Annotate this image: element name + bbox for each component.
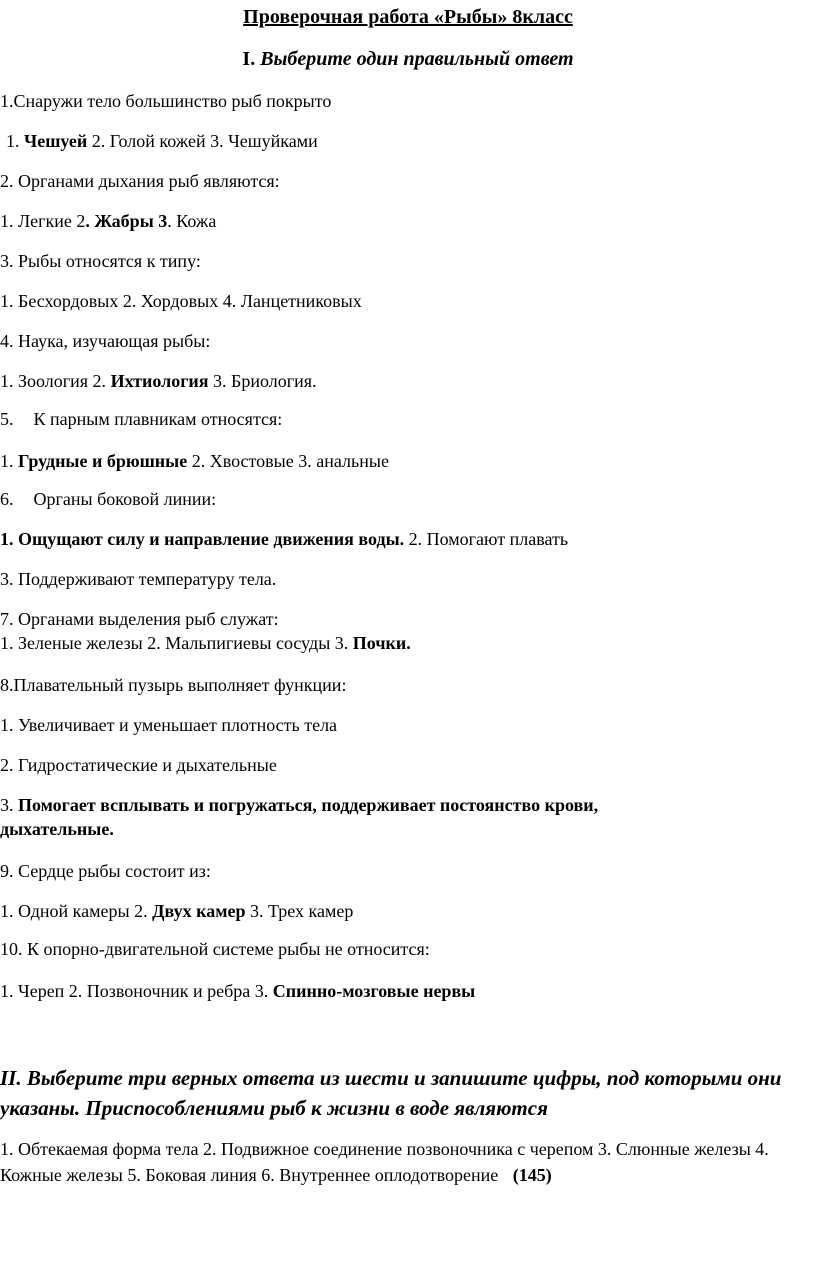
section-1-heading xyxy=(0,48,816,70)
correct-answer: Спинно-мозговые нервы xyxy=(272,981,476,1001)
question-4-answers: 1. Зоология 2. Ихтиология 3. Бриология. xyxy=(0,371,317,391)
question-6-answers: 1. Ощущают силу и направление движения воды. 2. Помогают плавать xyxy=(0,529,569,549)
section-2-heading: II. Выберите три верных ответа из шести и запишите цифры, под которыми они указаны. Приспособлениями рыб к жизни в воде являются xyxy=(0,1066,782,1120)
question-7-answers: 1. Зеленые железы 2. Мальпигиевы сосуды 3. Почки. xyxy=(0,633,411,653)
question-3: 3. Рыбы относятся к типу: xyxy=(0,251,201,271)
question-6-answer-3: 3. Поддерживают температуру тела. xyxy=(0,569,277,589)
question-8-answer-2: 2. Гидростатические и дыхательные xyxy=(0,755,277,775)
question-7: 7. Органами выделения рыб служат: xyxy=(0,609,279,629)
question-1: 1.Снаружи тело большинство рыб покрыто xyxy=(0,91,332,111)
question-5: 5. К парным плавникам относятся: xyxy=(0,409,283,429)
correct-answer: Чешуей xyxy=(24,131,88,151)
page-title: Проверочная работа «Рыбы» 8класс xyxy=(243,6,573,28)
question-5-answers: 1. Грудные и брюшные 2. Хвостовые 3. анальные xyxy=(0,451,389,471)
question-10-answers: 1. Череп 2. Позвоночник и ребра 3. Спинно-мозговые нервы xyxy=(0,981,476,1001)
question-9-answers: 1. Одной камеры 2. Двух камер 3. Трех камер xyxy=(0,901,354,921)
question-8-answer-3-cont: дыхательные. xyxy=(0,819,114,839)
question-2-answers: 1. Легкие 2. Жабры 3. Кожа xyxy=(0,211,217,231)
correct-answer: (145) xyxy=(512,1165,552,1185)
question-8-answer-1: 1. Увеличивает и уменьшает плотность тела xyxy=(0,715,338,735)
question-8: 8.Плавательный пузырь выполняет функции: xyxy=(0,675,347,695)
question-10: 10. К опорно-двигательной системе рыбы не относится: xyxy=(0,939,430,959)
correct-answer: Грудные и брюшные xyxy=(18,451,188,471)
question-2: 2. Органами дыхания рыб являются: xyxy=(0,171,280,191)
correct-answer: 1. Ощущают силу и направление движения воды. xyxy=(0,529,405,549)
correct-answer: Ихтиология xyxy=(110,371,209,391)
question-3-answers: 1. Бесхордовых 2. Хордовых 4. Ланцетниковых xyxy=(0,291,362,311)
correct-answer: Двух камер xyxy=(152,901,246,921)
section-1-title: Выберите один правильный ответ xyxy=(260,48,574,70)
section-2-answers: 1. Обтекаемая форма тела 2. Подвижное соединение позвоночника с черепом 3. Слюнные железы 4. Кожные железы 5. Боковая линия 6. Внутреннее оплодотворение (145) xyxy=(0,1139,769,1185)
correct-answer: Почки. xyxy=(352,633,411,653)
question-1-answers: 1. Чешуей 2. Голой кожей 3. Чешуйками xyxy=(6,131,318,151)
question-6: 6. Органы боковой линии: xyxy=(0,489,217,509)
correct-answer: Помогает всплывать и погружаться, поддерживает постоянство крови, xyxy=(18,795,599,815)
question-8-answer-3: 3. Помогает всплывать и погружаться, поддерживает постоянство крови, xyxy=(0,795,599,815)
section-1-number: I. xyxy=(242,48,256,70)
correct-answer: . Жабры 3 xyxy=(85,211,168,231)
question-4: 4. Наука, изучающая рыбы: xyxy=(0,331,211,351)
question-9: 9. Сердце рыбы состоит из: xyxy=(0,861,211,881)
